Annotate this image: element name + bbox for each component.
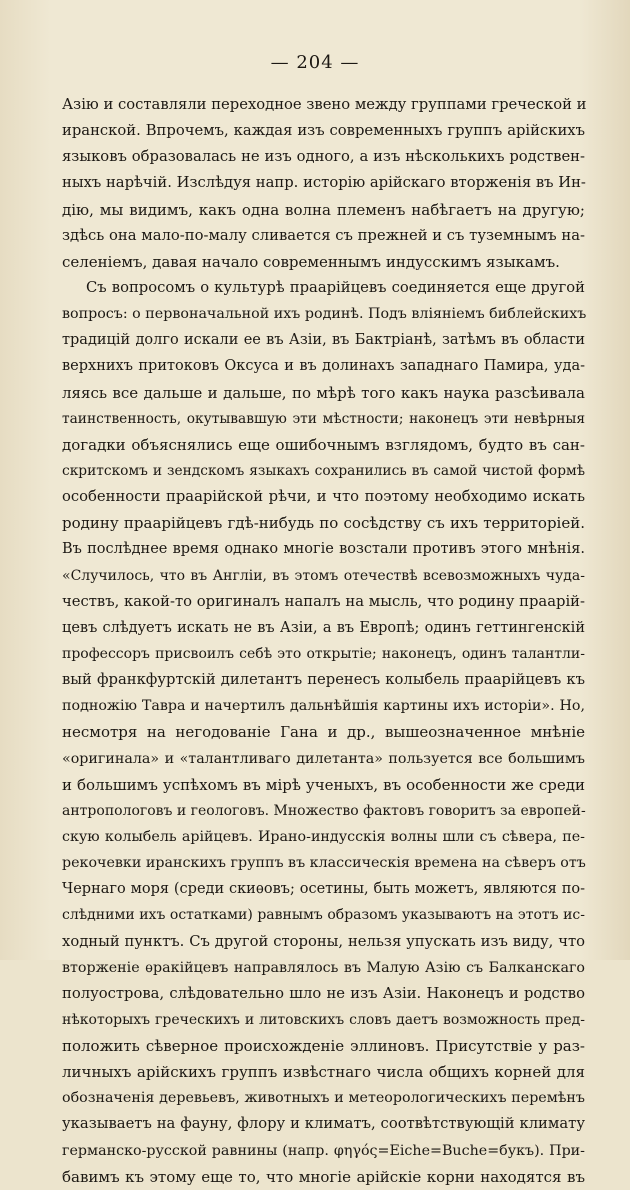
text-line: и большимъ успѣхомъ въ мірѣ ученыхъ, въ особенности же среди xyxy=(62,775,585,794)
page-number: — 204 — xyxy=(270,52,360,73)
text-line: рекочевки иранскихъ группъ въ классическія времена на сѣверъ отъ xyxy=(62,855,586,872)
text-line: таинственность, окутывавшую эти мѣстности; наконецъ эти невѣрныя xyxy=(62,410,585,427)
text-line: догадки объяснялись еще ошибочнымъ взглядомъ, будто въ сан- xyxy=(62,435,585,454)
text-line: селеніемъ, давая начало современнымъ индусскимъ языкамъ. xyxy=(62,252,560,271)
text-line: Въ послѣднее время однако многіе возстали противъ этого мнѣнія. xyxy=(62,541,585,558)
text-line: цевъ слѣдуетъ искать не въ Азіи, а въ Европѣ; одинъ геттингенскій xyxy=(62,619,585,636)
text-line: ходный пунктъ. Съ другой стороны, нельзя упускать изъ виду, что xyxy=(62,932,585,950)
text-line: ляясь все дальше и дальше, по мѣрѣ того какъ наука разсѣивала xyxy=(62,383,585,402)
text-line: вый франкфуртскій дилетантъ перенесъ колыбель праарійцевъ къ xyxy=(62,671,585,689)
text-line: особенности праарійской рѣчи, и что поэтому необходимо искать xyxy=(62,488,585,506)
text-line: вопросъ: о первоначальной ихъ родинѣ. Подъ вліяніемъ библейскихъ xyxy=(62,306,587,323)
text-line: верхнихъ притоковъ Оксуса и въ долинахъ западнаго Памира, уда- xyxy=(62,358,585,375)
text-line: скую колыбель арійцевъ. Ирано-индусскія волны шли съ сѣвера, пе- xyxy=(62,828,585,845)
text-line: Чернаго моря (среди скиѳовъ; осетины, быть можетъ, являются по- xyxy=(62,881,585,898)
text-line: родину праарійцевъ гдѣ-нибудь по сосѣдству съ ихъ территоріей. xyxy=(62,514,585,533)
text-line: Съ вопросомъ о культурѣ праарійцевъ соединяется еще другой xyxy=(86,278,585,296)
text-line: традицій долго искали ее въ Азіи, въ Бактріанѣ, затѣмъ въ области xyxy=(62,332,585,349)
text-line: дію, мы видимъ, какъ одна волна племенъ набѣгаетъ на другую; xyxy=(62,200,585,219)
text-line: языковъ образовалась не изъ одного, а изъ нѣсколькихъ родствен- xyxy=(62,148,585,166)
text-line: германско-русской равнины (напр. φηγός=Eiche=Buche=букъ). При- xyxy=(62,1142,585,1159)
text-line: вторженіе ѳракійцевъ направлялось въ Малую Азію съ Балканскаго xyxy=(62,959,585,976)
text-line: бавимъ къ этому еще то, что многіе арійскіе корни находятся въ xyxy=(62,1167,585,1186)
text-line: указываетъ на фауну, флору и климатъ, соотвѣтствующій климату xyxy=(62,1115,585,1133)
text-line: положить сѣверное происхожденіе эллиновъ. Присутствіе у раз- xyxy=(62,1037,585,1056)
text-line: иранской. Впрочемъ, каждая изъ современныхъ группъ арійскихъ xyxy=(62,122,585,140)
text-line: «Случилось, что въ Англіи, въ этомъ отечествѣ всевозможныхъ чуда- xyxy=(62,567,585,584)
text-line: личныхъ арійскихъ группъ извѣстнаго числа общихъ корней для xyxy=(62,1063,585,1082)
text-line: «оригинала» и «талантливаго дилетанта» пользуется все большимъ xyxy=(62,750,585,767)
text-line: несмотря на негодованіе Гана и др., вышеозначенное мнѣніе xyxy=(62,723,585,742)
text-line: ныхъ нарѣчій. Изслѣдуя напр. исторію арійскаго вторженія въ Ин- xyxy=(62,174,586,192)
text-line: антропологовъ и геологовъ. Множество фактовъ говоритъ за европей- xyxy=(62,802,586,819)
text-line: здѣсь она мало-по-малу сливается съ прежней и съ туземнымъ на- xyxy=(62,226,585,244)
text-line: профессоръ присвоилъ себѣ это открытіе; наконецъ, одинъ талантли- xyxy=(62,645,585,662)
text-line: чествъ, какой-то оригиналъ напалъ на мысль, что родину праарій- xyxy=(62,592,585,610)
text-line: обозначенія деревьевъ, животныхъ и метеорологическихъ перемѣнъ xyxy=(62,1090,585,1107)
text-line: подножію Тавра и начертилъ дальнѣйшія картины ихъ исторіи». Но, xyxy=(62,698,585,715)
text-line: нѣкоторыхъ греческихъ и литовскихъ словъ даетъ возможность пред- xyxy=(62,1011,585,1028)
body-text xyxy=(62,92,585,1190)
text-line: скритскомъ и зендскомъ языкахъ сохранились въ самой чистой формѣ xyxy=(62,462,585,479)
text-line: Азію и составляли переходное звено между группами греческой и xyxy=(62,96,587,113)
text-line: слѣдними ихъ остатками) равнымъ образомъ указываютъ на этотъ ис- xyxy=(62,907,585,924)
text-line: полуострова, слѣдовательно шло не изъ Азіи. Наконецъ и родство xyxy=(62,984,585,1002)
